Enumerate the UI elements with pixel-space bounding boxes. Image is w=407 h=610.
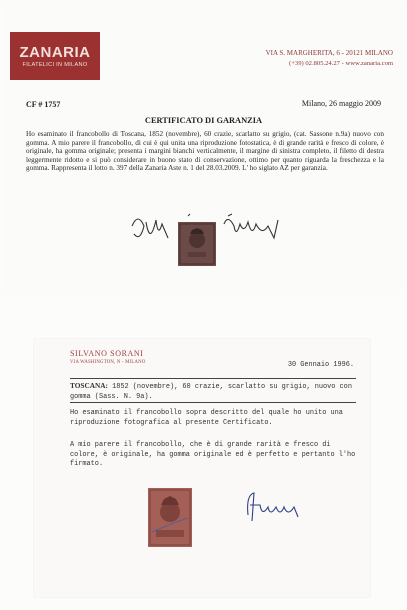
- stamp-description-line2: gomma (Sass. N. 9a).: [70, 392, 153, 401]
- stamp-photo-image: [148, 488, 192, 547]
- certificate-body: Ho esaminato il francobollo di Toscana, 1852 (novembre), 60 crazie, scarlatto su grigio, (cat. Sassone n.9a) nuovo con gomma. A mio parere il francobollo, di cui è qui unita una riproduzione fotostatica, è di grande rarità e fresco di colore, è originale, ha gomma originale; presenta i margini bianchi verticalmente, il margine di sinistra completo, il filetto di destra leggermente ridotto e si può considerare in buono stato di conservazione, ottimo per quanto riguarda la freschezza e la gomma. Rappresenta il lotto n. 397 della Zanaria Aste n. 1 del 28.03.2009. L' ho siglato AZ per garanzia.: [26, 130, 384, 173]
- divider-bottom: [70, 402, 356, 403]
- signature-image: [128, 208, 288, 254]
- issuer-address: VIA WASHINGTON, N - MILANO: [70, 360, 146, 365]
- opinion-paragraph: A mio parere il francobollo, che è di grande rarità e fresco di colore, è originale, ha gomma originale ed è perfetto e pertanto l'ho firmato.: [70, 441, 356, 469]
- zanaria-logo: [10, 32, 100, 80]
- stamp-description-line1: 1852 (novembre), 60 crazie, scarlatto su grigio, nuovo con: [107, 383, 352, 391]
- issuer-name: SILVANO SORANI: [70, 349, 144, 358]
- sorani-certificate: [34, 339, 370, 597]
- signature-image: [240, 487, 306, 527]
- logo-name: ZANARIA: [19, 44, 91, 61]
- company-address: VIA S. MARGHERITA, 6 - 20121 MILANO: [265, 49, 393, 57]
- certificate-place-date: Milano, 26 maggio 2009: [301, 99, 381, 108]
- certificate-title: CERTIFICATO DI GARANZIA: [144, 116, 263, 125]
- examination-paragraph: Ho esaminato il francobollo sopra descritto del quale ho unito una riproduzione fotografica al presente Certificato.: [70, 409, 343, 427]
- certificate-date: 30 Gennaio 1996.: [287, 361, 354, 369]
- logo-subtitle: FILATELICI IN MILANO: [22, 62, 88, 68]
- divider-top: [70, 378, 356, 379]
- stamp-description-label: TOSCANA:: [70, 381, 108, 390]
- company-contacts: (+39) 02.805.24.27 - www.zanaria.com: [289, 60, 393, 67]
- stamp-description: [70, 381, 362, 402]
- certificate-number: CF # 1757: [26, 100, 61, 109]
- zanaria-certificate: [2, 2, 405, 290]
